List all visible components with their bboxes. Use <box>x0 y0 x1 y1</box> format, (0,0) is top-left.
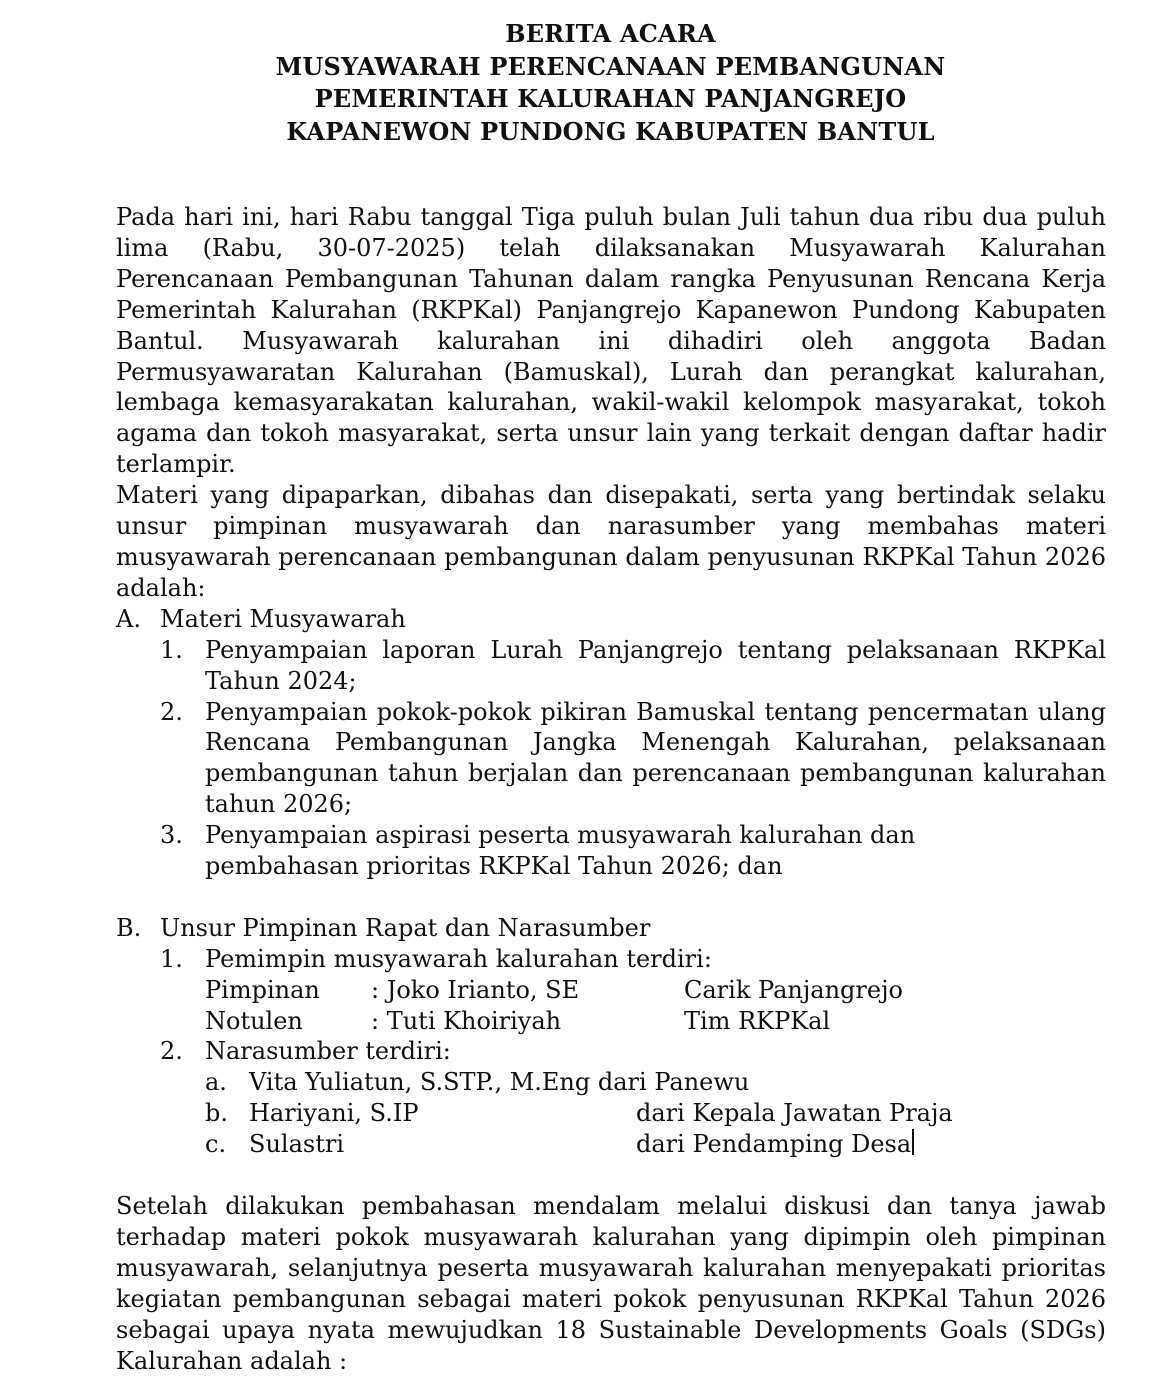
section-b-title: Unsur Pimpinan Rapat dan Narasumber <box>160 913 651 942</box>
leader-row[interactable] <box>116 975 1106 1006</box>
intro-paragraph[interactable]: Pada hari ini, hari Rabu tanggal Tiga puluh bulan Juli tahun dua ribu dua puluh lima (Rabu, 30-07-2025) telah dilaksanakan Musyawarah Kalurahan Perencanaan Pembangunan Tahunan dalam rangka Penyusunan Rencana Kerja Pemerintah Kalurahan (RKPKal) Panjangrejo Kapanewon Pundong Kabupaten Bantul. Musyawarah kalurahan ini dihadiri oleh anggota Badan Permusyawaratan Kalurahan (Bamuskal), Lurah dan perangkat kalurahan, lembaga kemasyarakatan kalurahan, wakil-wakil kelompok masyarakat, tokoh agama dan tokoh masyarakat, serta unsur lain yang terkait dengan daftar hadir terlampir. <box>116 203 1106 479</box>
leader-position: Tim RKPKal <box>684 1006 831 1035</box>
text-cursor <box>912 1129 914 1155</box>
list-item[interactable] <box>116 820 1106 882</box>
title-line-2: MUSYAWARAH PERENCANAAN PEMBANGUNAN <box>275 51 946 81</box>
leader-name: : Tuti Khoiriyah <box>371 1006 562 1035</box>
speaker-row[interactable] <box>116 1098 1106 1129</box>
materi-paragraph[interactable]: Materi yang dipaparkan, dibahas dan disepakati, serta yang bertindak selaku unsur pimpinan musyawarah dan narasumber yang membahas materi musyawarah perencanaan pembangunan dalam penyusunan RKPKal Tahun 2026 adalah: <box>116 481 1106 602</box>
leader-name: : Joko Irianto, SE <box>371 975 580 1004</box>
leader-row[interactable] <box>116 1006 1106 1037</box>
speaker-origin: dari Pendamping Desa <box>636 1130 912 1159</box>
speaker-marker: b. <box>205 1099 228 1128</box>
list-item-marker: 2. <box>160 697 183 726</box>
leader-role: Pimpinan <box>205 975 320 1004</box>
list-item-text: Penyampaian aspirasi peserta musyawarah kalurahan dan pembahasan prioritas RKPKal Tahun 2026; dan <box>205 821 916 881</box>
list-item-marker: 1. <box>160 635 183 664</box>
leader-position: Carik Panjangrejo <box>684 975 903 1004</box>
list-item[interactable] <box>116 635 1106 697</box>
speaker-marker: c. <box>205 1130 227 1159</box>
leader-role: Notulen <box>205 1006 303 1035</box>
list-item[interactable] <box>116 944 1106 975</box>
list-item-text: Penyampaian laporan Lurah Panjangrejo tentang pelaksanaan RKPKal Tahun 2024; <box>205 635 1106 695</box>
section-b-marker: B. <box>116 913 142 942</box>
document-body[interactable] <box>116 202 1106 1376</box>
closing-paragraph[interactable]: Setelah dilakukan pembahasan mendalam melalui diskusi dan tanya jawab terhadap materi pokok musyawarah kalurahan yang dipimpin oleh pimpinan musyawarah, selanjutnya peserta musyawarah kalurahan menyepakati prioritas kegiatan pembangunan sebagai materi pokok penyusunan RKPKal Tahun 2026 sebagai upaya nyata mewujudkan 18 Sustainable Developments Goals (SDGs) Kalurahan adalah : <box>116 1191 1106 1375</box>
list-item-marker: 1. <box>160 944 183 973</box>
title-line-4: KAPANEWON PUNDONG KABUPATEN BANTUL <box>286 116 935 146</box>
section-a-marker: A. <box>116 604 141 633</box>
blank-line <box>116 1160 1106 1191</box>
speaker-marker: a. <box>205 1068 227 1097</box>
section-a-heading[interactable] <box>116 604 1106 635</box>
title-line-3: PEMERINTAH KALURAHAN PANJANGREJO <box>314 84 907 113</box>
title-line-1: BERITA ACARA <box>505 19 716 48</box>
section-a-title: Materi Musyawarah <box>160 604 406 633</box>
section-b-heading[interactable] <box>116 913 1106 944</box>
blank-line <box>116 882 1106 913</box>
list-item-text: Penyampaian pokok-pokok pikiran Bamuskal tentang pencermatan ulang Rencana Pembangunan Jangka Menengah Kalurahan, pelaksanaan pembangunan tahun berjalan dan perencanaan pembangunan kalurahan tahun 2026; <box>205 697 1106 819</box>
speaker-name: Vita Yuliatun, S.STP., M.Eng dari Panewu <box>249 1068 750 1097</box>
speaker-name: Sulastri <box>249 1130 344 1159</box>
speaker-row[interactable] <box>116 1129 1106 1160</box>
speaker-origin: dari Kepala Jawatan Praja <box>636 1099 953 1128</box>
list-item-text: Pemimpin musyawarah kalurahan terdiri: <box>205 944 712 973</box>
list-item[interactable] <box>116 1036 1106 1067</box>
list-item-text: Narasumber terdiri: <box>205 1037 451 1066</box>
list-item-marker: 3. <box>160 821 183 850</box>
speaker-row[interactable] <box>116 1067 1106 1098</box>
list-item-marker: 2. <box>160 1037 183 1066</box>
speaker-name: Hariyani, S.IP <box>249 1099 419 1128</box>
document-title <box>0 18 1161 148</box>
list-item[interactable] <box>116 697 1106 821</box>
